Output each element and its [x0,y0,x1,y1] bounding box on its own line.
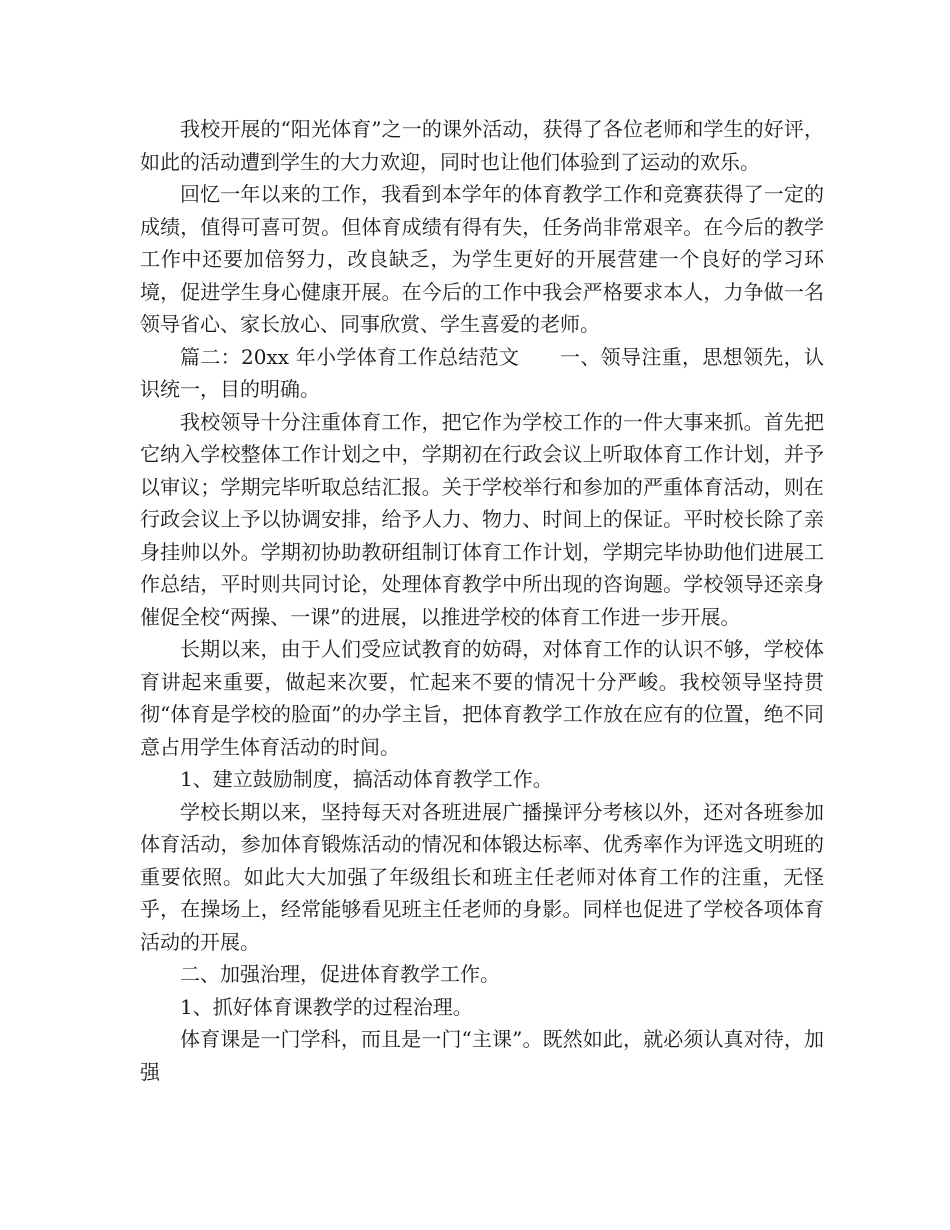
paragraph-3: 篇二：20xx 年小学体育工作总结范文 一、领导注重，思想领先，认识统一，目的明确。 [140,344,824,401]
paragraph-8: 二、加强治理，促进体育教学工作。 [180,962,500,986]
paragraph-1: 我校开展的“阳光体育”之一的课外活动，获得了各位老师和学生的好评，如此的活动遭到学生的大力欢迎，同时也让他们体验到了运动的欢乐。 [140,117,824,174]
document-page [140,113,824,1088]
paragraph-5: 长期以来，由于人们受应试教育的妨碍，对体育工作的认识不够，学校体育讲起来重要，做起来次要，忙起来不要的情况十分严峻。我校领导坚持贯彻“体育是学校的脸面”的办学主旨，把体育教学工作放在应有的位置，绝不同意占用学生体育活动的时间。 [140,637,824,759]
paragraph-7: 学校长期以来，坚持每天对各班进展广播操评分考核以外，还对各班参加体育活动，参加体育锻炼活动的情况和体锻达标率、优秀率作为评选文明班的重要依照。如此大大加强了年级组长和班主任老师对体育工作的注重，无怪乎，在操场上，经常能够看见班主任老师的身影。同样也促进了学校各项体育活动的开展。 [140,799,824,954]
paragraph-9: 1、抓好体育课教学的过程治理。 [180,994,473,1019]
paragraph-2: 回忆一年以来的工作，我看到本学年的体育教学工作和竞赛获得了一定的成绩，值得可喜可贺。但体育成绩有得有失，任务尚非常艰辛。在今后的教学工作中还要加倍努力，改良缺乏，为学生更好的开展营建一个良好的学习环境，促进学生身心健康开展。在今后的工作中我会严格要求本人，力争做一名领导省心、家长放心、同事欣赏、学生喜爱的老师。 [140,182,824,336]
paragraph-6: 1、建立鼓励制度，搞活动体育教学工作。 [180,767,553,791]
paragraph-10: 体育课是一门学科，而且是一门“主课”。既然如此，就必须认真对待，加强 [140,1027,824,1084]
paragraph-4: 我校领导十分注重体育工作，把它作为学校工作的一件大事来抓。首先把它纳入学校整体工作计划之中，学期初在行政会议上听取体育工作计划，并予以审议；学期完毕听取总结汇报。关于学校举行和参加的严重体育活动，则在行政会议上予以协调安排，给予人力、物力、时间上的保证。平时校长除了亲身挂帅以外。学期初协助教研组制订体育工作计划，学期完毕协助他们进展工作总结，平时则共同讨论，处理体育教学中所出现的咨询题。学校领导还亲身催促全校“两操、一课”的进展，以推进学校的体育工作进一步开展。 [140,409,824,629]
